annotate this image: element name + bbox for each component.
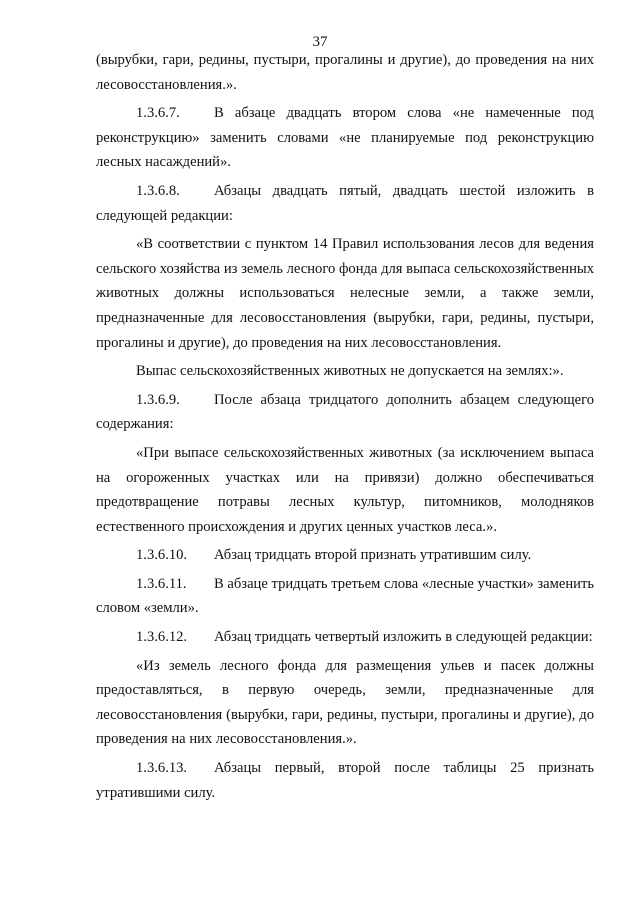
paragraph-text: После абзаца тридцатого дополнить абзацем следующего содержания: (96, 391, 594, 433)
page-number: 37 (312, 34, 328, 50)
paragraph-text: Абзацы двадцать пятый, двадцать шестой изложить в следующей редакции: (96, 182, 594, 224)
paragraph-text: (вырубки, гари, редины, пустыри, прогалины и другие), до проведения на них лесовосстановления.». (96, 52, 594, 93)
paragraph-p8 (96, 572, 594, 621)
clause-number: 1.3.6.8. (136, 182, 180, 199)
paragraph-p1 (96, 101, 594, 175)
paragraph-text: «При выпасе сельскохозяйственных животных (за исключением выпаса на огороженных участках или на привязи) должно обеспечиваться предотвращение потравы лесных культур, питомников, молодняков естественного происхождения и других ценных участков леса.». (96, 444, 594, 535)
paragraph-p5 (96, 388, 594, 437)
paragraph-text: В абзаце тридцать третьем слова «лесные участки» заменить словом «земли». (96, 575, 594, 617)
paragraph-text: Выпас сельскохозяйственных животных не допускается на землях:». (136, 363, 564, 380)
paragraph-p2 (96, 179, 594, 228)
paragraph-p10 (96, 654, 594, 752)
document-body (96, 48, 594, 809)
paragraph-text: «В соответствии с пунктом 14 Правил использования лесов для ведения сельского хозяйства из земель лесного фонда для выпаса сельскохозяйственных животных должны использоваться нелесные земли, а также земли, предназначенные для лесовосстановления (вырубки, гари, редины, пустыри, прогалины и другие), до проведения на них лесовосстановления. (96, 236, 594, 351)
clause-number: 1.3.6.12. (136, 629, 188, 646)
paragraph-p9 (96, 625, 594, 650)
paragraph-text: Абзацы первый, второй после таблицы 25 признать утратившими силу. (96, 760, 594, 801)
clause-number: 1.3.6.10. (136, 547, 188, 564)
paragraph-text: Абзац тридцать четвертый изложить в следующей редакции: (214, 629, 593, 646)
paragraph-p11 (96, 756, 594, 805)
clause-number: 1.3.6.11. (136, 575, 187, 592)
paragraph-p6 (96, 441, 594, 539)
clause-number: 1.3.6.9. (136, 391, 180, 408)
paragraph-text: Абзац тридцать второй признать утратившим силу. (214, 547, 532, 564)
paragraph-p0 (96, 48, 594, 97)
paragraph-p7 (96, 543, 594, 568)
paragraph-p4 (96, 359, 594, 384)
paragraph-text: В абзаце двадцать втором слова «не намеченные под реконструкцию» заменить словами «не планируемые под реконструкцию лесных насаждений». (96, 105, 594, 171)
clause-number: 1.3.6.7. (136, 105, 180, 122)
paragraph-text: «Из земель лесного фонда для размещения ульев и пасек должны предоставляться, в первую очередь, земли, предназначенные для лесовосстановления (вырубки, гари, редины, пустыри, прогалины и другие), до проведения на них лесовосстановления.». (96, 657, 594, 748)
paragraph-p3 (96, 232, 594, 355)
clause-number: 1.3.6.13. (136, 760, 188, 777)
